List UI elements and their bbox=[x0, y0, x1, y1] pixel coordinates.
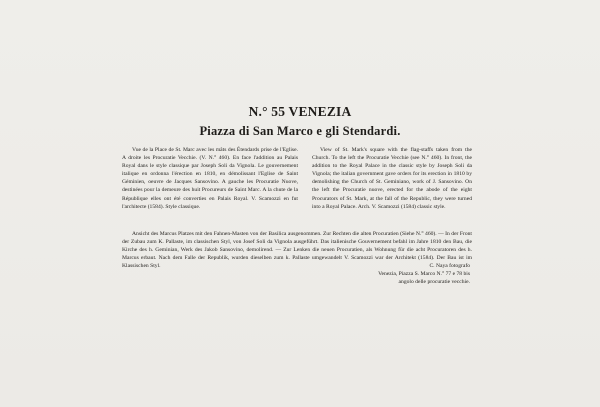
plate-title: N.° 55 VENEZIA bbox=[248, 104, 352, 119]
caption-french: Vue de la Place de St. Marc avec les mâts des Étendards prise de l'Eglise. A droite les Procuratie Vecchie. (V. N.° 460). En face l'addition au Palais Royal dans le style classique par Joseph Soli da Vignola. Le gouvernement italique en ordonna l'érection en 1810, en démolissant l'Eglise de Saint Géminien, oeuvre de Jacques Sansovino. A gauche les Procuratie Nuove, destinées pour la demeure des huit Procureurs de Saint Marc. A la chute de la République elles ont été converties en Palais Royal. V. Scamozzi en fut l'architecte (1584). Style classique. bbox=[122, 147, 298, 210]
plate-subtitle: Piazza di San Marco e gli Stendardi. bbox=[199, 124, 401, 138]
photographer-address: Venezia, Piazza S. Marco N.° 77 e 78 bis bbox=[378, 271, 470, 278]
photographer-location: angolo delle procuratie vecchie. bbox=[398, 279, 470, 286]
photographer-credit bbox=[360, 262, 470, 286]
caption-german: Ansicht des Marcus Platzes mit den Fahnen-Masten von der Basilica ausgenommen. Zur Rechten die alten Procuratien (Siehe N.° 460). — In der Front der Zubau zum K. Pallaste, im classischen Styl, von Josef Soli da Vignola ausgeführt. Das italienische Gouvernement befahl im Jahre 1810 den Bau, die Kirche des h. Geminian, Werk des Jakob Sansovino, demolirend. — Zur Lenken die neuen Procuratien, als Wohnung für die acht Procuratoren des h. Marcus erbaut. Nach dem Falle der Republik, wurden dieselben zum k. Pallaste umgewandelt V. Scamozzi war der Architekt (1584). Der Bau ist im Klassischen Styl. bbox=[122, 231, 472, 270]
caption-english: View of St. Mark's square with the flag-staffs taken from the Church. To the left the Procuratie Vecchie (see N.° 460). In front, the addition to the Royal Palace in the classic style by Joseph Soli da Vignola; the italian government gave orders for its erection in 1810 by demolishing the Church of St. Geminiano, work of J. Sansovino. On the left the Procuratie nuove, erected for the abode of the eight Procurators of St. Mark, at the fall of the Republic, they were turned into a Royal Palace. Arch. V. Scamozzi (1584) classic style. bbox=[312, 147, 472, 210]
photographer-name: C. Naya fotografo bbox=[429, 263, 470, 269]
